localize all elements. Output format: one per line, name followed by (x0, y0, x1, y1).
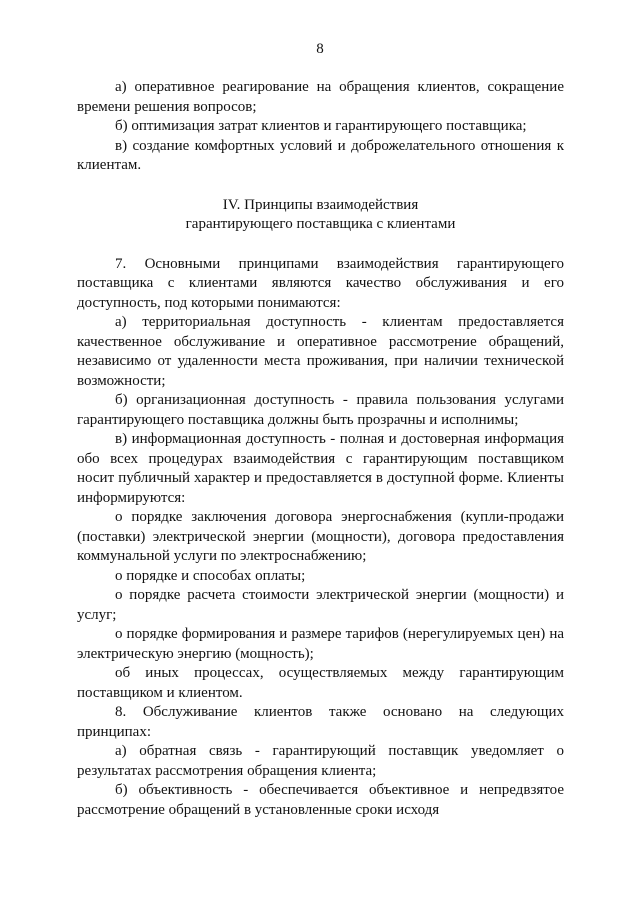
paragraph: о порядке заключения договора энергоснабжения (купли-продажи (поставки) электрической энергии (мощности), договора предоставления коммунальной услуги по электроснабжению; (77, 509, 564, 564)
paragraph: а) обратная связь - гарантирующий поставщик уведомляет о результатах рассмотрения обращения клиента; (77, 743, 564, 779)
section-heading-line1: IV. Принципы взаимодействия (222, 196, 419, 213)
paragraph: б) объективность - обеспечивается объективное и непредвзятое рассмотрение обращений в установленные сроки исходя (77, 782, 564, 818)
paragraph: о порядке расчета стоимости электрической энергии (мощности) и услуг; (77, 587, 564, 623)
section-heading-line2: гарантирующего поставщика с клиентами (185, 216, 456, 232)
paragraph: 7. Основными принципами взаимодействия гарантирующего поставщика с клиентами являются качество обслуживания и его доступность, под которыми понимаются: (77, 255, 564, 311)
paragraph: в) создание комфортных условий и доброжелательного отношения к клиентам. (77, 137, 564, 173)
paragraph: о порядке формирования и размере тарифов (нерегулируемых цен) на электрическую энергию (мощность); (77, 626, 564, 662)
paragraph: об иных процессах, осуществляемых между гарантирующим поставщиком и клиентом. (77, 665, 564, 701)
paragraph: б) организационная доступность - правила пользования услугами гарантирующего поставщика должны быть прозрачны и исполнимы; (77, 392, 564, 428)
paragraph: б) оптимизация затрат клиентов и гарантирующего поставщика; (115, 118, 527, 134)
page-number: 8 (316, 41, 324, 57)
paragraph: о порядке и способах оплаты; (115, 567, 306, 584)
document-body (77, 78, 564, 820)
paragraph: 8. Обслуживание клиентов также основано на следующих принципах: (77, 704, 564, 740)
paragraph: в) информационная доступность - полная и достоверная информация обо всех процедурах взаимодействия с гарантирующим поставщиком носит публичный характер и предоставляется в доступной форме. Клиенты информируются: (77, 431, 564, 506)
paragraph: а) территориальная доступность - клиентам предоставляется качественное обслуживание и оперативное рассмотрение обращений, независимо от удаленности места проживания, при наличии технической возможности; (77, 314, 564, 389)
paragraph: а) оперативное реагирование на обращения клиентов, сокращение времени решения вопросов; (77, 79, 564, 115)
